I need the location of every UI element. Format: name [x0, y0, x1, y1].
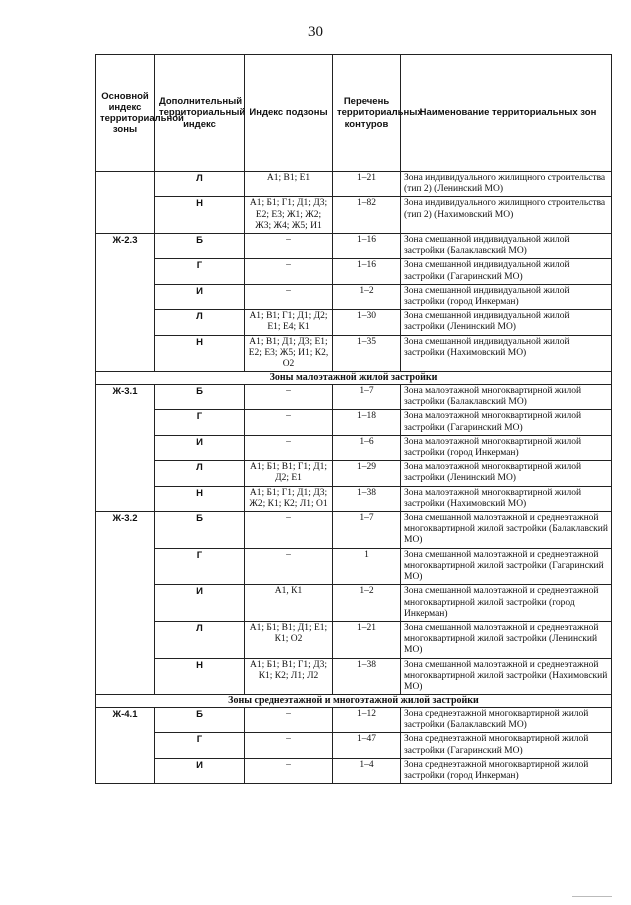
zone-name-cell: Зона смешанной индивидуальной жилой застройки (Балаклавский МО): [401, 234, 612, 259]
contours-cell: 1: [333, 548, 401, 585]
table-row: [96, 658, 612, 695]
additional-index-cell: Л: [155, 621, 245, 658]
additional-index-cell: Б: [155, 385, 245, 410]
zone-name-cell: Зона малоэтажной многоквартирной жилой застройки (Ленинский МО): [401, 461, 612, 486]
subzone-index-cell: –: [245, 435, 333, 460]
header-subzone-index: Индекс подзоны: [245, 55, 333, 172]
subzone-index-cell: –: [245, 733, 333, 758]
subzone-index-cell: –: [245, 234, 333, 259]
main-index-cell: Ж-2.3: [96, 234, 155, 372]
table-row: [96, 435, 612, 460]
zone-name-cell: Зона индивидуального жилищного строительства (тип 2) (Ленинский МО): [401, 172, 612, 197]
table-row: [96, 585, 612, 622]
additional-index-cell: Г: [155, 548, 245, 585]
contours-cell: 1–47: [333, 733, 401, 758]
subzone-index-cell: А1; Б1; В1; Д1; Е1; К1; О2: [245, 621, 333, 658]
table-row: [96, 512, 612, 549]
zone-name-cell: Зона смешанной малоэтажной и среднеэтажной многоквартирной жилой застройки (Балаклавский МО): [401, 512, 612, 549]
subzone-index-cell: А1; Б1; Г1; Д1; Д3; Е2; Е3; Ж1; Ж2; Ж3; Ж4; Ж5; И1: [245, 197, 333, 234]
contours-cell: 1–21: [333, 621, 401, 658]
table-row: [96, 758, 612, 783]
table-row: [96, 548, 612, 585]
zone-name-cell: Зона смешанной малоэтажной и среднеэтажной многоквартирной жилой застройки (Нахимовский МО): [401, 658, 612, 695]
section-header-row: [96, 695, 612, 708]
contours-cell: 1–82: [333, 197, 401, 234]
table-row: [96, 310, 612, 335]
contours-cell: 1–7: [333, 385, 401, 410]
additional-index-cell: Н: [155, 335, 245, 372]
contours-cell: 1–38: [333, 486, 401, 511]
footer-mark: [572, 896, 612, 897]
zone-name-cell: Зона среднеэтажной многоквартирной жилой застройки (город Инкерман): [401, 758, 612, 783]
contours-cell: 1–6: [333, 435, 401, 460]
subzone-index-cell: –: [245, 548, 333, 585]
additional-index-cell: Н: [155, 486, 245, 511]
additional-index-cell: Г: [155, 733, 245, 758]
additional-index-cell: Л: [155, 461, 245, 486]
contours-cell: 1–12: [333, 707, 401, 732]
zone-name-cell: Зона среднеэтажной многоквартирной жилой застройки (Балаклавский МО): [401, 707, 612, 732]
contours-cell: 1–2: [333, 284, 401, 309]
contours-cell: 1–16: [333, 234, 401, 259]
subzone-index-cell: –: [245, 512, 333, 549]
contours-cell: 1–21: [333, 172, 401, 197]
subzone-index-cell: А1; В1; Д1; Д3; Е1; Е2; Е3; Ж5; И1; К2, О2: [245, 335, 333, 372]
table-row: [96, 259, 612, 284]
table-row: [96, 234, 612, 259]
zone-name-cell: Зона смешанной индивидуальной жилой застройки (Нахимовский МО): [401, 335, 612, 372]
main-index-cell: Ж-3.2: [96, 512, 155, 695]
page-number: 30: [308, 24, 323, 40]
table-row: [96, 707, 612, 732]
additional-index-cell: Г: [155, 410, 245, 435]
zone-name-cell: Зона смешанной малоэтажной и среднеэтажной многоквартирной жилой застройки (город Инкерман): [401, 585, 612, 622]
main-index-cell: [96, 172, 155, 234]
zone-name-cell: Зона индивидуального жилищного строительства (тип 2) (Нахимовский МО): [401, 197, 612, 234]
territorial-zones-table: [95, 54, 612, 784]
additional-index-cell: И: [155, 284, 245, 309]
subzone-index-cell: –: [245, 707, 333, 732]
contours-cell: 1–38: [333, 658, 401, 695]
zone-name-cell: Зона малоэтажной многоквартирной жилой застройки (Гагаринский МО): [401, 410, 612, 435]
table-row: [96, 172, 612, 197]
additional-index-cell: Б: [155, 707, 245, 732]
subzone-index-cell: А1; Б1; В1; Г1; Д3; К1; К2; Л1; Л2: [245, 658, 333, 695]
header-main-index: Основной индекс территориальной зоны: [96, 55, 155, 172]
contours-cell: 1–35: [333, 335, 401, 372]
additional-index-cell: Б: [155, 512, 245, 549]
subzone-index-cell: А1; В1; Г1; Д1; Д2; Е1; Е4; К1: [245, 310, 333, 335]
additional-index-cell: Л: [155, 310, 245, 335]
contours-cell: 1–2: [333, 585, 401, 622]
table-row: [96, 335, 612, 372]
additional-index-cell: Н: [155, 658, 245, 695]
section-title: Зоны малоэтажной жилой застройки: [96, 372, 612, 385]
contours-cell: 1–18: [333, 410, 401, 435]
additional-index-cell: Г: [155, 259, 245, 284]
table-body: [96, 172, 612, 784]
zone-name-cell: Зона малоэтажной многоквартирной жилой застройки (город Инкерман): [401, 435, 612, 460]
subzone-index-cell: А1; Б1; Г1; Д1; Д3; Ж2; К1; К2; Л1; О1: [245, 486, 333, 511]
table-row: [96, 621, 612, 658]
zone-name-cell: Зона малоэтажной многоквартирной жилой застройки (Нахимовский МО): [401, 486, 612, 511]
zone-name-cell: Зона смешанной индивидуальной жилой застройки (город Инкерман): [401, 284, 612, 309]
table-row: [96, 197, 612, 234]
additional-index-cell: Б: [155, 234, 245, 259]
subzone-index-cell: –: [245, 410, 333, 435]
additional-index-cell: И: [155, 758, 245, 783]
header-additional-index: Дополнительный территориальный индекс: [155, 55, 245, 172]
zone-name-cell: Зона смешанной индивидуальной жилой застройки (Ленинский МО): [401, 310, 612, 335]
subzone-index-cell: –: [245, 259, 333, 284]
contours-cell: 1–4: [333, 758, 401, 783]
additional-index-cell: И: [155, 435, 245, 460]
table-row: [96, 733, 612, 758]
table-row: [96, 284, 612, 309]
contours-cell: 1–29: [333, 461, 401, 486]
additional-index-cell: Н: [155, 197, 245, 234]
additional-index-cell: Л: [155, 172, 245, 197]
subzone-index-cell: –: [245, 758, 333, 783]
subzone-index-cell: А1; Б1; В1; Г1; Д1; Д2; Е1: [245, 461, 333, 486]
header-contours-list: Перечень территориальных контуров: [333, 55, 401, 172]
zone-name-cell: Зона смешанной малоэтажной и среднеэтажной многоквартирной жилой застройки (Гагаринский МО): [401, 548, 612, 585]
main-index-cell: Ж-3.1: [96, 385, 155, 512]
table-row: [96, 486, 612, 511]
table-row: [96, 385, 612, 410]
header-zone-name: Наименование территориальных зон: [401, 55, 612, 172]
contours-cell: 1–30: [333, 310, 401, 335]
contours-cell: 1–16: [333, 259, 401, 284]
zone-name-cell: Зона малоэтажной многоквартирной жилой застройки (Балаклавский МО): [401, 385, 612, 410]
section-header-row: [96, 372, 612, 385]
zone-name-cell: Зона среднеэтажной многоквартирной жилой застройки (Гагаринский МО): [401, 733, 612, 758]
zone-name-cell: Зона смешанной малоэтажной и среднеэтажной многоквартирной жилой застройки (Ленинский МО): [401, 621, 612, 658]
subzone-index-cell: –: [245, 284, 333, 309]
additional-index-cell: И: [155, 585, 245, 622]
subzone-index-cell: А1, К1: [245, 585, 333, 622]
contours-cell: 1–7: [333, 512, 401, 549]
section-title: Зоны среднеэтажной и многоэтажной жилой застройки: [96, 695, 612, 708]
table-header-row: [96, 55, 612, 172]
subzone-index-cell: А1; В1; Е1: [245, 172, 333, 197]
zone-name-cell: Зона смешанной индивидуальной жилой застройки (Гагаринский МО): [401, 259, 612, 284]
subzone-index-cell: –: [245, 385, 333, 410]
table-row: [96, 410, 612, 435]
table-row: [96, 461, 612, 486]
main-index-cell: Ж-4.1: [96, 707, 155, 783]
